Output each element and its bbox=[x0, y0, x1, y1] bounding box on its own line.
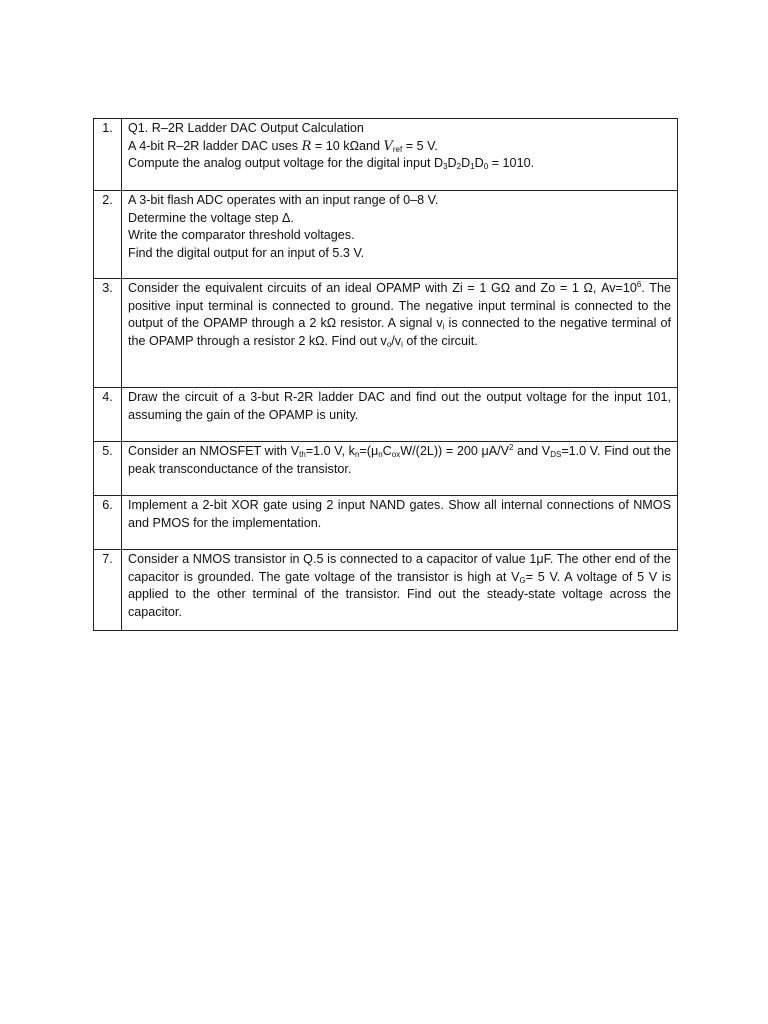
question-row bbox=[94, 550, 678, 631]
question-text: Consider a NMOS transistor in Q.5 is connected to a capacitor of value 1μF. The other end of the capacitor is grounded. The gate voltage of the transistor is high at $V_G= 5$ V. A voltage of 5 V is applied to the other terminal of the transistor. Find out the steady-state voltage across the capacitor. bbox=[122, 550, 678, 631]
question-row bbox=[94, 496, 678, 550]
question-row bbox=[94, 279, 678, 388]
question-line: Determine the voltage step Δ. bbox=[128, 210, 294, 225]
question-line: A 3-bit flash ADC operates with an input range of 0–8 V. bbox=[128, 193, 439, 207]
question-text bbox=[122, 119, 678, 191]
question-number: 5. bbox=[94, 442, 122, 496]
question-row bbox=[94, 442, 678, 496]
question-sheet bbox=[93, 118, 678, 631]
question-number: 6. bbox=[94, 496, 122, 550]
question-text: Draw the circuit of a 3-but R-2R ladder DAC and find out the output voltage for the input 101, assuming the gain of the OPAMP is unity. bbox=[122, 388, 678, 442]
question-text bbox=[122, 191, 678, 279]
question-line: Find the digital output for an input of 5.3 V. bbox=[128, 245, 365, 260]
question-row bbox=[94, 119, 678, 191]
question-line: Write the comparator threshold voltages. bbox=[128, 228, 355, 243]
question-number: 7. bbox=[94, 550, 122, 631]
question-line: Compute the analog output voltage for the digital input $D_3D_2D_1D_0 = 1010$. bbox=[128, 156, 535, 172]
question-number: 4. bbox=[94, 388, 122, 442]
question-line: A 4-bit R–2R ladder DAC uses R = 10 kΩand $V_{ref} = 5$ V. bbox=[128, 138, 438, 154]
question-text: Consider the equivalent circuits of an ideal OPAMP with Zi = 1 GΩ and Zo = 1 Ω, $Av=10^6$. The positive input terminal is connected to ground. The negative input terminal is connected to the output of the OPAMP through a 2 kΩ resistor. A signal $v_i$ is connected to the negative terminal of the OPAMP through a resistor 2 kΩ. Find out $v_o/v_i$ of the circuit. bbox=[122, 279, 678, 388]
question-line: Q1. R–2R Ladder DAC Output Calculation bbox=[128, 121, 364, 135]
question-row bbox=[94, 388, 678, 442]
question-number: 1. bbox=[94, 119, 122, 191]
question-number: 3. bbox=[94, 279, 122, 388]
question-text: Implement a 2-bit XOR gate using 2 input NAND gates. Show all internal connections of NMOS and PMOS for the implementation. bbox=[122, 496, 678, 550]
question-table bbox=[93, 118, 678, 631]
question-row bbox=[94, 191, 678, 279]
question-number: 2. bbox=[94, 191, 122, 279]
question-text: Consider an NMOSFET with $V_{th}=1.0$ V, $k_n=(\mu_nC_{ox}W/(2L)) = 200$ $\mu A/V^2$ and $V_{DS}=1.0$ V. Find out the peak transconductance of the transistor. bbox=[122, 442, 678, 496]
